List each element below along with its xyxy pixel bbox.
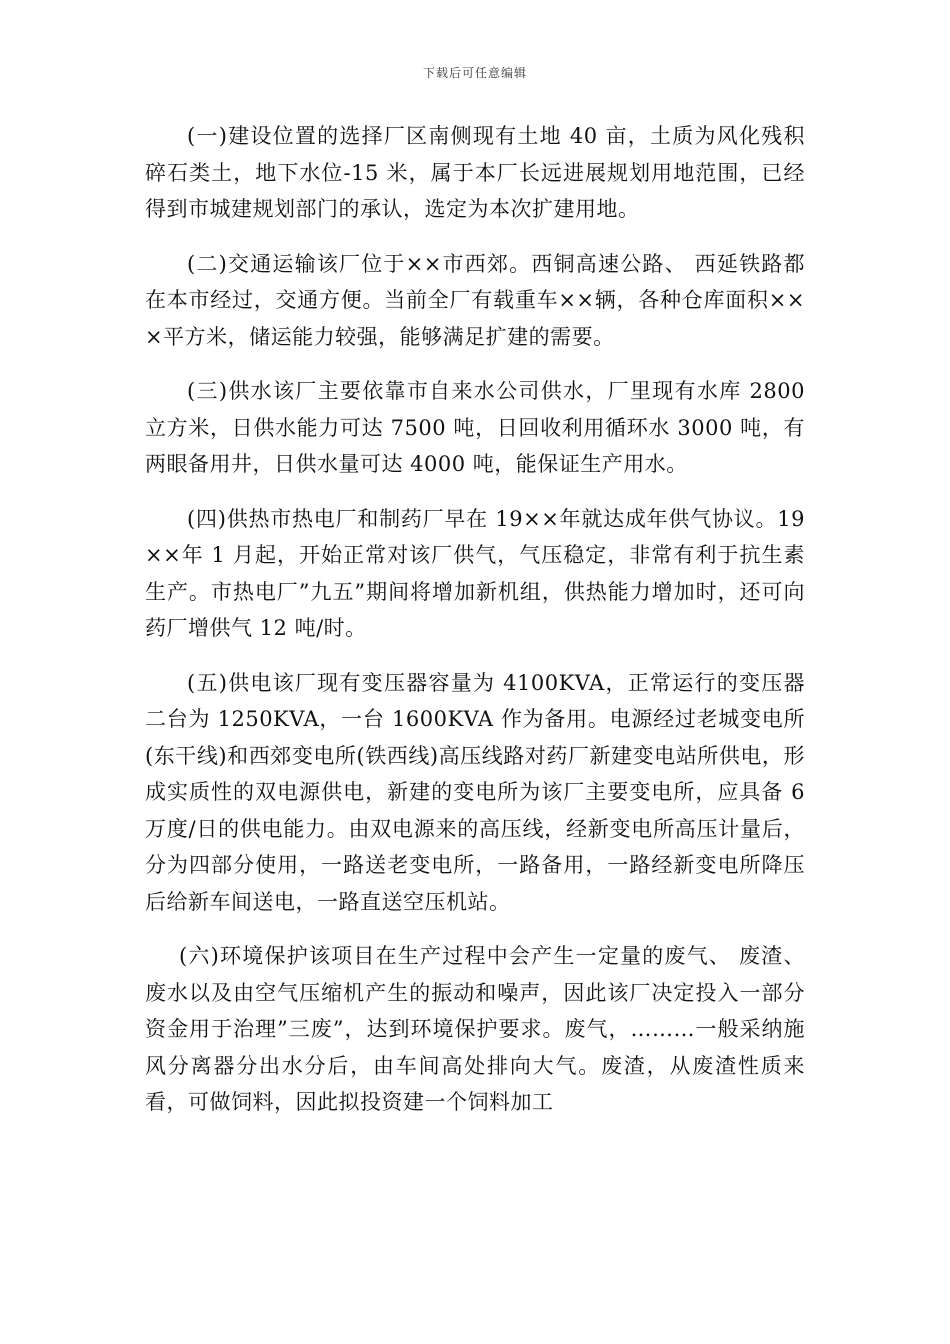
paragraph-environment: (六)环境保护该项目在生产过程中会产生一定量的废气、 废渣、 废水以及由空气压缩机产生的振动和噪声，因此该厂决定投入一部分资金用于治理”三废”，达到环境保护要求。废气，………一般采纳施风分离器分出水分后，由车间高处排向大气。废渣，从废渣性质来看，可做饲料，因此拟投资建一个饲料加工 bbox=[145, 944, 805, 1114]
document-body bbox=[145, 118, 805, 1139]
page-header: 下载后可任意编辑 bbox=[422, 66, 527, 80]
paragraph-location: (一)建设位置的选择厂区南侧现有土地 40 亩，土质为风化残积碎石类土，地下水位-15 米，属于本厂长远进展规划用地范围，已经得到市城建规划部门的承认，选定为本次扩建用地。 bbox=[145, 124, 805, 221]
paragraph-heat-supply: (四)供热市热电厂和制药厂早在 19××年就达成年供气协议。19××年 1 月起，开始正常对该厂供气，气压稳定，非常有利于抗生素生产。市热电厂”九五”期间将增加新机组，供热能力增加时，还可向药厂增供气 12 吨/时。 bbox=[145, 506, 805, 640]
paragraph-power-supply: (五)供电该厂现有变压器容量为 4100KVA，正常运行的变压器二台为 1250KVA，一台 1600KVA 作为备用。电源经过老城变电所(东干线)和西郊变电所(铁西线)高压线路对药厂新建变电站所供电，形成实质性的双电源供电，新建的变电所为该厂主要变电所，应具备 6 万度/日的供电能力。由双电源来的高压线，经新变电所高压计量后，分为四部分使用，一路送老变电所，一路备用，一路经新变电所降压后给新车间送电，一路直送空压机站。 bbox=[145, 670, 805, 914]
paragraph-transport: (二)交通运输该厂位于××市西郊。西铜高速公路、 西延铁路都在本市经过，交通方便。当前全厂有载重车××辆，各种仓库面积×××平方米，储运能力较强，能够满足扩建的需要。 bbox=[145, 251, 805, 349]
paragraph-water-supply: (三)供水该厂主要依靠市自来水公司供水，厂里现有水库 2800 立方米，日供水能力可达 7500 吨，日回收利用循环水 3000 吨，有两眼备用井，日供水量可达 4000 吨，能保证生产用水。 bbox=[145, 379, 805, 476]
